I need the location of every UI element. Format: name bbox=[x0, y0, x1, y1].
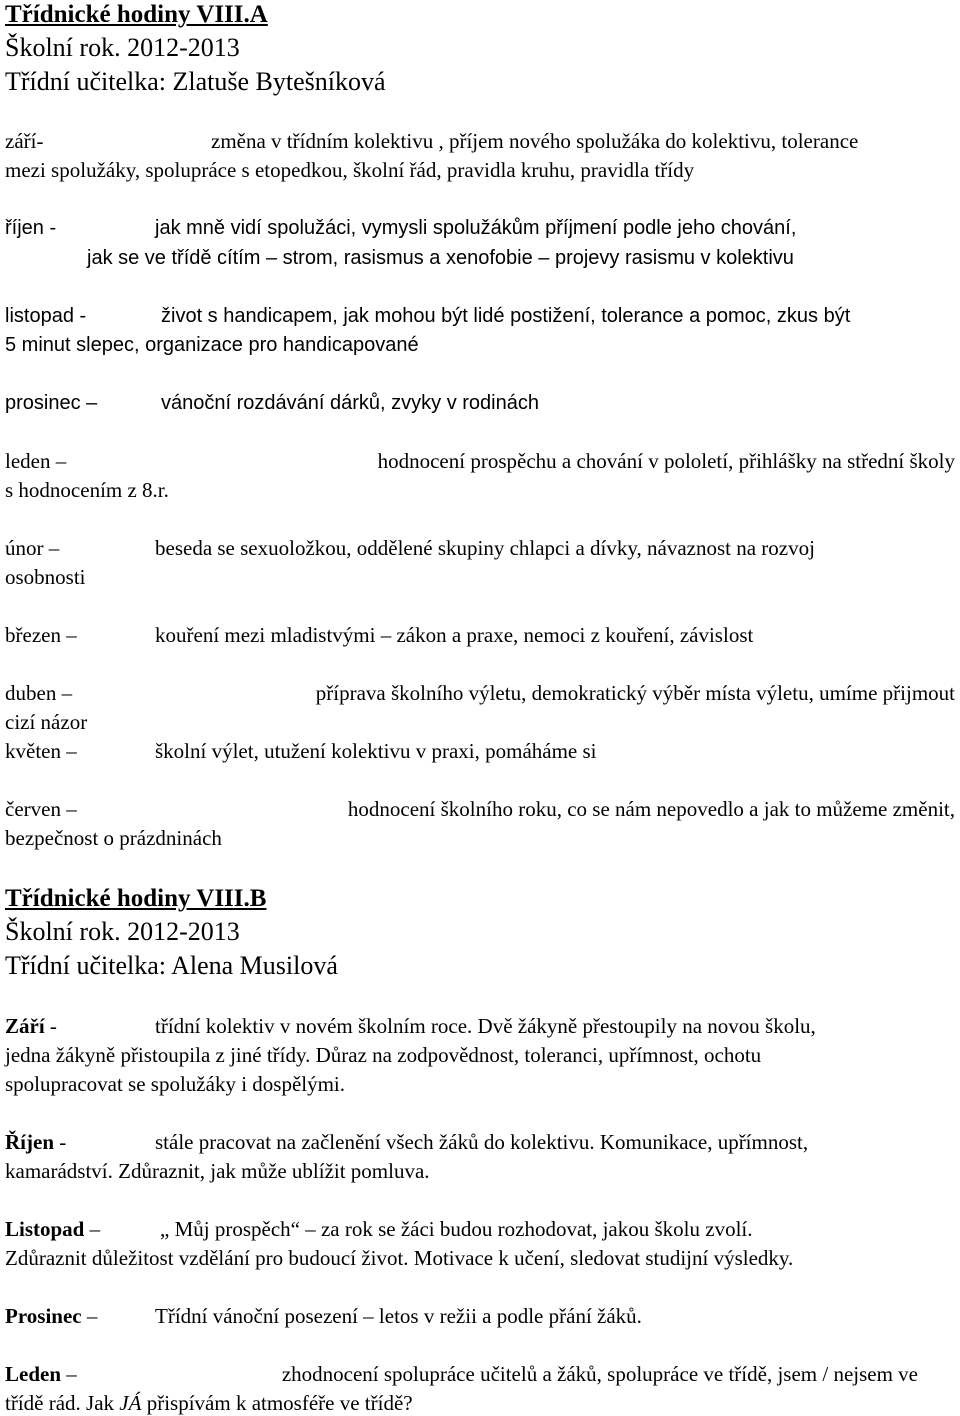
entry-text: vánoční rozdávání dárků, zvyky v rodinách bbox=[161, 392, 539, 414]
emphasis-ja: JÁ bbox=[119, 1391, 142, 1415]
entry-text-continued: kamarádství. Zdůraznit, jak může ublížit pomluva. bbox=[5, 1159, 430, 1183]
month-name: Leden bbox=[5, 1362, 62, 1386]
entry-text-continued: cizí názor bbox=[5, 710, 88, 734]
month-label: červen – bbox=[5, 797, 77, 821]
month-label: listopad - bbox=[5, 305, 87, 327]
section-a-teacher: Třídní učitelka: Zlatuše Bytešníková bbox=[5, 67, 386, 96]
entry-text: hodnocení školního roku, co se nám nepovedlo a jak to můžeme změnit, bbox=[347, 797, 955, 821]
entry-text-continued: bezpečnost o prázdninách bbox=[5, 826, 222, 850]
month-name: Září bbox=[5, 1014, 45, 1038]
month-label: duben – bbox=[5, 681, 73, 705]
month-separator: - bbox=[54, 1130, 67, 1154]
month-name: Prosinec bbox=[5, 1304, 82, 1328]
month-separator: – bbox=[61, 1362, 77, 1386]
section-a-year: Školní rok. 2012-2013 bbox=[5, 33, 240, 62]
entry-text: třídní kolektiv v novém školním roce. Dvě žákyně přestoupily na novou školu, bbox=[155, 1014, 816, 1038]
entry-text: zhodnocení spolupráce učitelů a žáků, spolupráce ve třídě, jsem / nejsem ve bbox=[281, 1362, 918, 1386]
month-name: Listopad bbox=[5, 1217, 85, 1241]
month-label bbox=[5, 1132, 66, 1153]
entry-text-continued: 5 minut slepec, organizace pro handicapované bbox=[5, 334, 419, 356]
entry-text-continued: osobnosti bbox=[5, 565, 86, 589]
entry-text: stále pracovat na začlenění všech žáků do kolektivu. Komunikace, upřímnost, bbox=[155, 1130, 809, 1154]
text-segment: přispívám k atmosféře ve třídě? bbox=[141, 1391, 413, 1415]
month-label: květen – bbox=[5, 739, 77, 763]
entry-text-continued: jedna žákyně přistoupila z jiné třídy. Důraz na zodpovědnost, toleranci, upřímnost, ochotu bbox=[5, 1043, 762, 1067]
entry-text: „ Můj prospěch“ – za rok se žáci budou rozhodovat, jakou školu zvolí. bbox=[160, 1217, 753, 1241]
section-b-year: Školní rok. 2012-2013 bbox=[5, 917, 240, 946]
entry-text: Třídní vánoční posezení – letos v režii a podle přání žáků. bbox=[155, 1304, 642, 1328]
entry-text: změna v třídním kolektivu , příjem nového spolužáka do kolektivu, tolerance bbox=[211, 129, 859, 153]
entry-text: školní výlet, utužení kolektivu v praxi, pomáháme si bbox=[155, 739, 597, 763]
month-label: březen – bbox=[5, 623, 77, 647]
month-label: únor – bbox=[5, 536, 60, 560]
month-separator: – bbox=[81, 1304, 98, 1328]
month-label: říjen - bbox=[5, 217, 57, 239]
month-label bbox=[5, 1016, 57, 1037]
section-b-teacher: Třídní učitelka: Alena Musilová bbox=[5, 951, 338, 980]
month-separator: - bbox=[44, 1014, 57, 1038]
entry-text: beseda se sexuoložkou, oddělené skupiny chlapci a dívky, návaznost na rozvoj bbox=[155, 536, 815, 560]
entry-text: život s handicapem, jak mohou být lidé postižení, tolerance a pomoc, zkus být bbox=[161, 305, 851, 327]
month-label: prosinec – bbox=[5, 392, 98, 414]
entry-text-continued: mezi spolužáky, spolupráce s etopedkou, školní řád, pravidla kruhu, pravidla třídy bbox=[5, 158, 695, 182]
entry-text-continued bbox=[5, 1393, 413, 1414]
entry-text: hodnocení prospěchu a chování v pololetí, přihlášky na střední školy bbox=[377, 449, 955, 473]
text-segment: třídě rád. Jak bbox=[5, 1391, 120, 1415]
month-label bbox=[5, 1306, 97, 1327]
entry-text-continued: Zdůraznit důležitost vzdělání pro budoucí život. Motivace k učení, sledovat studijní výsledky. bbox=[5, 1246, 794, 1270]
month-label bbox=[5, 1219, 100, 1240]
entry-text: jak mně vidí spolužáci, vymysli spolužákům příjmení podle jeho chování, bbox=[155, 217, 797, 239]
month-label: září- bbox=[5, 129, 44, 153]
entry-text-continued: s hodnocením z 8.r. bbox=[5, 478, 169, 502]
month-separator: – bbox=[84, 1217, 101, 1241]
entry-text-continued: spolupracovat se spolužáky i dospělými. bbox=[5, 1072, 346, 1096]
entry-text: kouření mezi mladistvými – zákon a praxe, nemoci z kouření, závislost bbox=[155, 623, 754, 647]
month-name: Říjen bbox=[5, 1130, 54, 1154]
section-a-title: Třídnické hodiny VIII.A bbox=[5, 1, 268, 28]
section-b-title: Třídnické hodiny VIII.B bbox=[5, 885, 267, 912]
month-label: leden – bbox=[5, 449, 67, 473]
month-label bbox=[5, 1364, 77, 1385]
entry-text-continued: jak se ve třídě cítím – strom, rasismus a xenofobie – projevy rasismu v kolektivu bbox=[87, 247, 794, 269]
entry-text: příprava školního výletu, demokratický výběr místa výletu, umíme přijmout bbox=[315, 681, 955, 705]
